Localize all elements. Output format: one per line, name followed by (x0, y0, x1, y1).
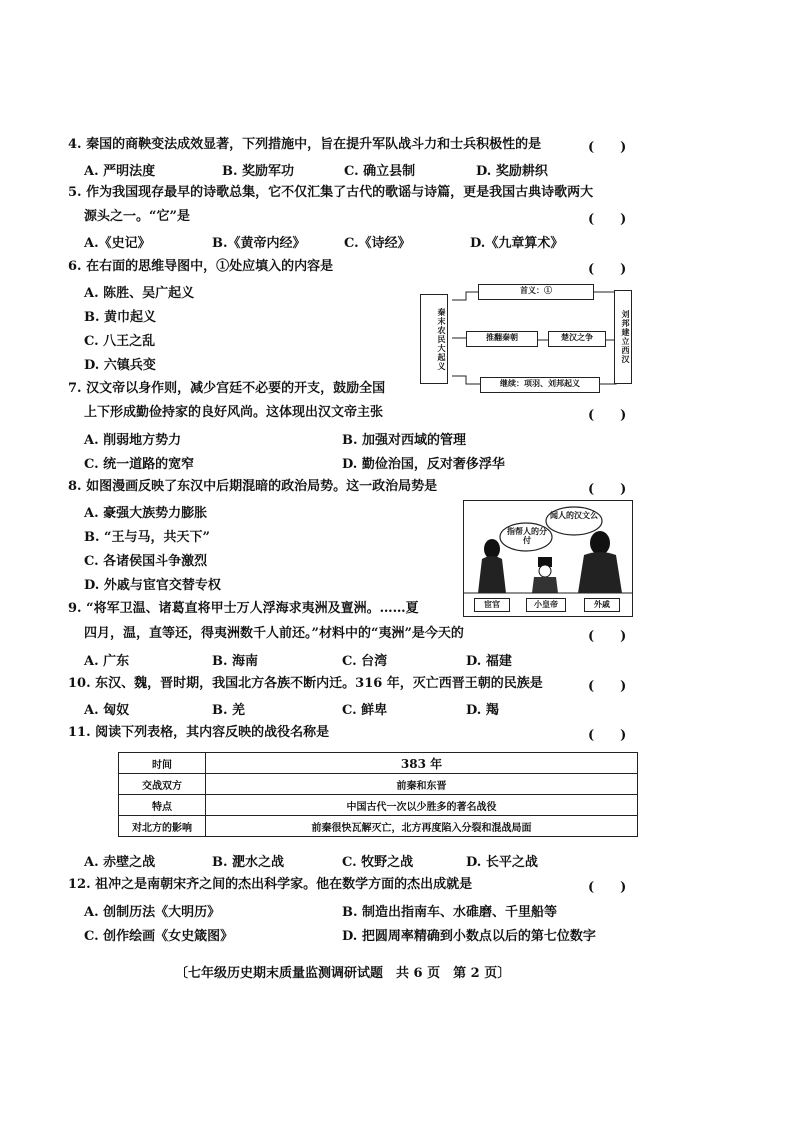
table-row-value: 前秦和东晋 (206, 774, 638, 795)
q7-option-a[interactable]: A. 削弱地方势力 (84, 433, 182, 448)
q4-option-d[interactable]: D. 奖励耕织 (476, 164, 548, 179)
q9-option-c[interactable]: C. 台湾 (342, 654, 388, 669)
q4-stem: 4. 秦国的商鞅变法成效显著，下列措施中，旨在提升军队战斗力和士兵积极性的是 (68, 137, 542, 152)
q9-option-a[interactable]: A. 广东 (84, 654, 130, 669)
table-row-key: 时间 (119, 753, 206, 774)
q6-option-b[interactable]: B. 黄巾起义 (84, 310, 157, 325)
q5-option-d[interactable]: D.《九章算术》 (470, 236, 564, 251)
q10-option-d[interactable]: D. 羯 (466, 703, 499, 718)
q8-option-d[interactable]: D. 外戚与宦官交替专权 (84, 578, 221, 593)
q9-stem-line1: 9. “将军卫温、诸葛直将甲士万人浮海求夷洲及亶洲。……夏 (68, 601, 419, 616)
q7-option-c[interactable]: C. 统一道路的宽窄 (84, 457, 195, 472)
q7-option-d[interactable]: D. 勤俭治国，反对奢侈浮华 (342, 457, 505, 472)
q9-stem-line2: 四月，温，直等还，得夷洲数千人前还。”材料中的“夷洲”是今天的 (84, 626, 464, 641)
table-row-value: 中国古代一次以少胜多的著名战役 (206, 795, 638, 816)
mind-map-left-box: 秦末农民大起义 (420, 294, 448, 384)
table-row-key: 交战双方 (119, 774, 206, 795)
mind-map-bottom-box: 继续：项羽、刘邦起义 (480, 377, 600, 393)
table-row-key: 对北方的影响 (119, 816, 206, 837)
q10-option-c[interactable]: C. 鲜卑 (342, 703, 388, 718)
q12-option-d[interactable]: D. 把圆周率精确到小数点以后的第七位数字 (342, 929, 596, 944)
q11-answer-paren[interactable]: ( ) (588, 728, 627, 743)
q9-option-d[interactable]: D. 福建 (466, 654, 512, 669)
mind-map (416, 280, 634, 398)
q4-answer-paren[interactable]: ( ) (588, 140, 627, 155)
mind-map-mid-left-box: 推翻秦朝 (466, 331, 538, 347)
q11-option-b[interactable]: B. 淝水之战 (212, 855, 285, 870)
cartoon-bubble-left: 指帮人的分付 (507, 526, 547, 545)
q5-option-b[interactable]: B.《黄帝内经》 (212, 236, 306, 251)
q10-option-b[interactable]: B. 羌 (212, 703, 246, 718)
q12-stem: 12. 祖冲之是南朝宋齐之间的杰出科学家。他在数学方面的杰出成就是 (68, 877, 473, 892)
mind-map-top-box: 首义：① (478, 284, 594, 300)
q5-option-c[interactable]: C.《诗经》 (344, 236, 411, 251)
q6-option-a[interactable]: A. 陈胜、吴广起义 (84, 286, 195, 301)
mind-map-right-box: 刘邦建立西汉 (614, 290, 632, 384)
page-footer: 〔七年级历史期末质量监测调研试题 共 6 页 第 2 页〕 (175, 966, 511, 981)
q8-option-c[interactable]: C. 各诸侯国斗争激烈 (84, 554, 208, 569)
q12-option-b[interactable]: B. 制造出指南车、水碓磨、千里船等 (342, 905, 558, 920)
cartoon-label-eunuch: 宦官 (474, 598, 510, 612)
q6-stem: 6. 在右面的思维导图中，①处应填入的内容是 (68, 259, 334, 274)
mind-map-mid-right-box: 楚汉之争 (548, 331, 606, 347)
q11-option-c[interactable]: C. 牧野之战 (342, 855, 414, 870)
table-row (119, 795, 638, 816)
cartoon-bubble-right: 闻人的汉文么 (550, 510, 598, 520)
table-row (119, 753, 638, 774)
cartoon-label-emperor: 小皇帝 (526, 598, 566, 612)
q6-option-d[interactable]: D. 六镇兵变 (84, 358, 156, 373)
table-row (119, 816, 638, 837)
q6-option-c[interactable]: C. 八王之乱 (84, 334, 156, 349)
q7-stem-line1: 7. 汉文帝以身作则，减少宫廷不必要的开支，鼓励全国 (68, 381, 386, 396)
q9-answer-paren[interactable]: ( ) (588, 629, 627, 644)
q6-answer-paren[interactable]: ( ) (588, 262, 627, 277)
q5-stem-line1: 5. 作为我国现存最早的诗歌总集，它不仅汇集了古代的歌谣与诗篇，更是我国古典诗歌两大 (68, 185, 594, 200)
q12-option-c[interactable]: C. 创作绘画《女史箴图》 (84, 929, 234, 944)
q8-option-b[interactable]: B. “王与马，共天下” (84, 530, 210, 545)
q10-stem: 10. 东汉、魏，晋时期，我国北方各族不断内迁。316 年，灭亡西晋王朝的民族是 (68, 676, 543, 691)
table-row-value: 前秦很快瓦解灭亡，北方再度陷入分裂和混战局面 (206, 816, 638, 837)
table-row (119, 774, 638, 795)
q7-option-b[interactable]: B. 加强对西域的管理 (342, 433, 467, 448)
q11-stem: 11. 阅读下列表格，其内容反映的战役名称是 (68, 725, 330, 740)
battle-info-table (118, 752, 638, 837)
table-row-value: 383 年 (206, 753, 638, 774)
q4-option-c[interactable]: C. 确立县制 (344, 164, 416, 179)
q7-stem-line2: 上下形成勤俭持家的良好风尚。这体现出汉文帝主张 (84, 405, 384, 420)
political-cartoon (463, 500, 633, 617)
cartoon-label-consort-kin: 外戚 (584, 598, 620, 612)
q11-option-a[interactable]: A. 赤壁之战 (84, 855, 156, 870)
q8-answer-paren[interactable]: ( ) (588, 482, 627, 497)
q11-option-d[interactable]: D. 长平之战 (466, 855, 538, 870)
q10-option-a[interactable]: A. 匈奴 (84, 703, 130, 718)
q8-stem: 8. 如图漫画反映了东汉中后期混暗的政治局势。这一政治局势是 (68, 479, 438, 494)
q4-option-a[interactable]: A. 严明法度 (84, 164, 156, 179)
q5-answer-paren[interactable]: ( ) (588, 212, 627, 227)
q12-answer-paren[interactable]: ( ) (588, 880, 627, 895)
q8-option-a[interactable]: A. 豪强大族势力膨胀 (84, 506, 208, 521)
q7-answer-paren[interactable]: ( ) (588, 408, 627, 423)
q9-option-b[interactable]: B. 海南 (212, 654, 259, 669)
q4-option-b[interactable]: B. 奖励军功 (222, 164, 295, 179)
q10-answer-paren[interactable]: ( ) (588, 679, 627, 694)
q5-stem-line2: 源头之一。“它”是 (84, 209, 190, 224)
q12-option-a[interactable]: A. 创制历法《大明历》 (84, 905, 221, 920)
q5-option-a[interactable]: A.《史记》 (84, 236, 151, 251)
table-row-key: 特点 (119, 795, 206, 816)
